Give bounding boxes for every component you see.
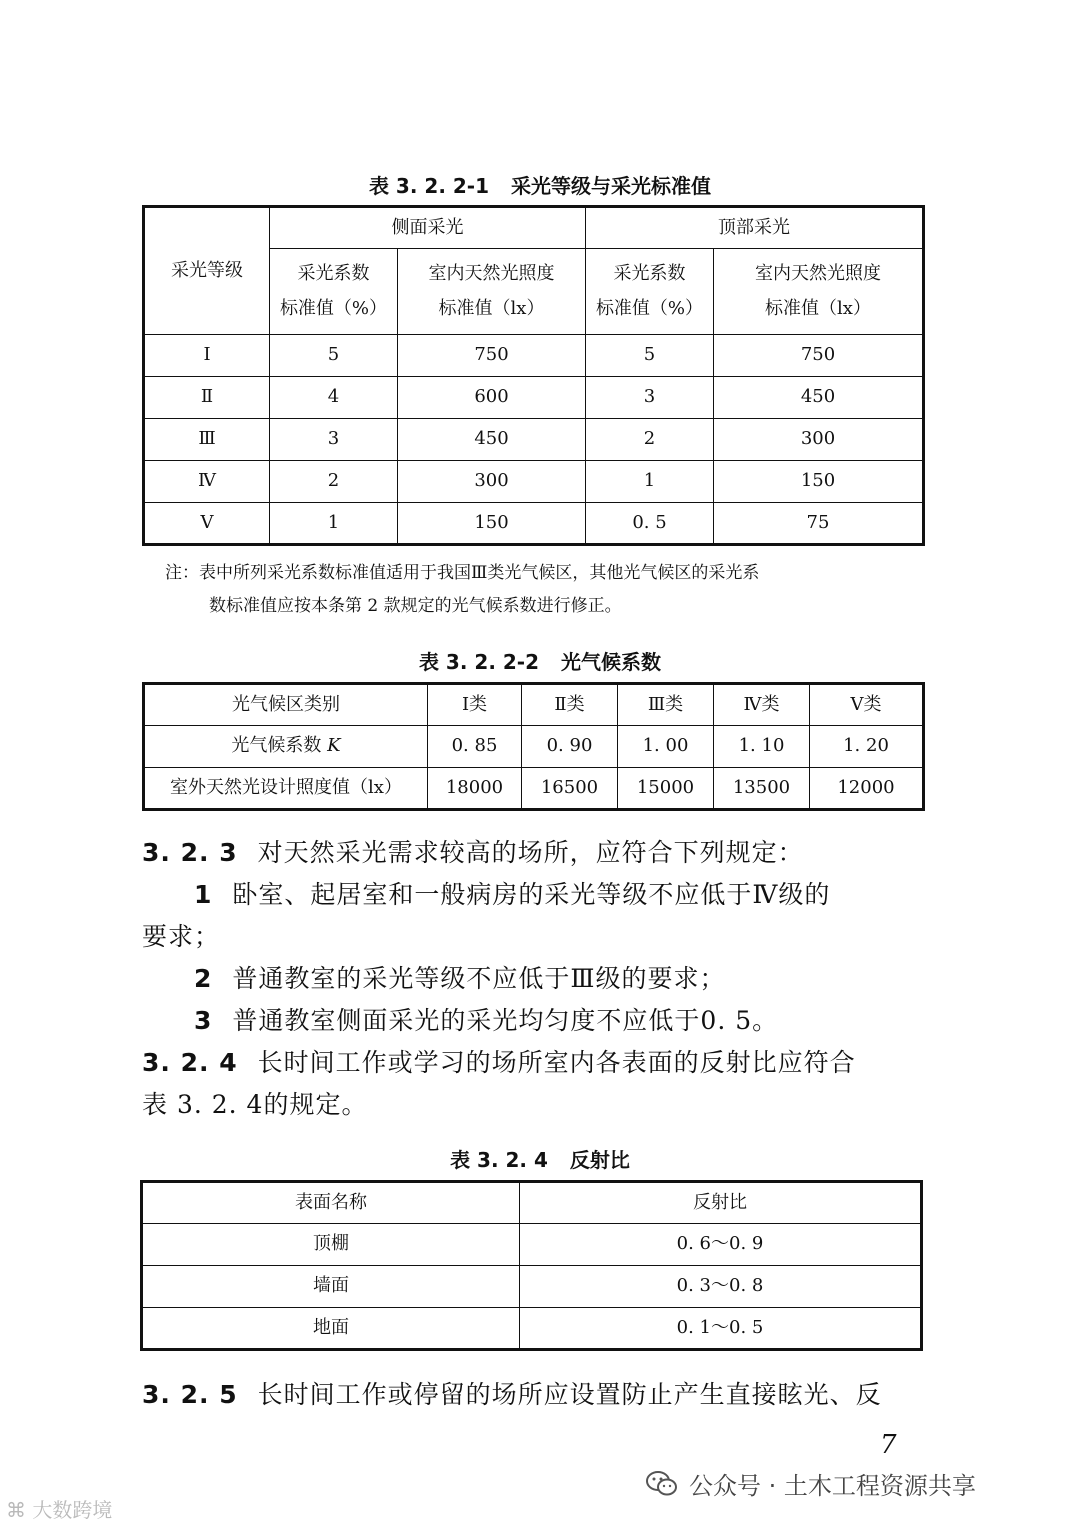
level-cell: Ⅰ [144,335,270,377]
clause-3-2-5 [142,1372,922,1418]
note-line-2: 数标准值应按本条第 2 款规定的光气候系数进行修正。 [209,596,622,616]
table1-note [165,557,925,623]
header-cell: 光气候区类别 [144,684,428,726]
table2-caption [0,646,1080,675]
row-label: 室外天然光设计照度值（lx） [144,768,428,810]
table-row [144,377,924,419]
level-cell: Ⅳ [144,461,270,503]
value-cell: 2 [270,461,398,503]
header-cell: Ⅲ类 [618,684,714,726]
header-side-lighting: 侧面采光 [270,207,586,249]
clause-3-2-3 [142,830,922,876]
value-cell: 5 [586,335,714,377]
header-level: 采光等级 [144,207,270,335]
value-cell: 2 [586,419,714,461]
value-cell: 18000 [428,768,522,810]
item-text: 要求； [142,922,221,951]
value-cell: 4 [270,377,398,419]
value-cell: 600 [398,377,586,419]
value-cell: 450 [398,419,586,461]
daylight-standard-table [142,205,925,546]
value-cell: 1. 10 [714,726,810,768]
wechat-icon [645,1467,679,1501]
item-number: 2 [194,964,213,993]
value-cell: 12000 [810,768,924,810]
watermark-left: ⌘ 大数跨境 [6,1498,113,1522]
table-header-row [142,1182,922,1224]
value-cell: 450 [714,377,924,419]
level-cell: Ⅱ [144,377,270,419]
clause-3-2-4-continued [142,1082,922,1128]
value-cell: 750 [398,335,586,377]
value-cell: 1 [586,461,714,503]
clause-text: 对天然采光需求较高的场所，应符合下列规定： [257,838,804,867]
note-line-1: 注：表中所列采光系数标准值适用于我国Ⅲ类光气候区，其他光气候区的采光系 [165,563,760,583]
header-top-illuminance: 室内天然光照度 标准值（lx） [714,249,924,335]
clause-text: 表 3. 2. 4的规定。 [142,1090,368,1119]
watermark-logo-icon: ⌘ [6,1498,33,1522]
value-cell: 0. 90 [522,726,618,768]
item-3 [142,998,922,1044]
clause-number: 3. 2. 3 [142,838,238,867]
header-cell: 反射比 [520,1182,922,1224]
value-cell: 1. 20 [810,726,924,768]
table-row [144,726,924,768]
value-cell: 750 [714,335,924,377]
table-header-row [144,684,924,726]
value-cell: 16500 [522,768,618,810]
value-cell: 75 [714,503,924,545]
clause-text: 长时间工作或学习的场所室内各表面的反射比应符合 [257,1048,856,1077]
value-cell: 0. 5 [586,503,714,545]
header-cell: Ⅱ类 [522,684,618,726]
watermark-text: 公众号 · 土木工程资源共享 [689,1472,976,1500]
table3-caption-title: 反射比 [569,1148,630,1172]
clause-text: 长时间工作或停留的场所应设置防止产生直接眩光、反 [257,1380,882,1409]
value-cell: 3 [586,377,714,419]
header-top-factor: 采光系数 标准值（%） [586,249,714,335]
header-top-lighting: 顶部采光 [586,207,924,249]
table-row [144,419,924,461]
table-row [142,1266,922,1308]
item-text: 普通教室的采光等级不应低于Ⅲ级的要求； [232,964,726,993]
header-cell: Ⅳ类 [714,684,810,726]
level-cell: Ⅴ [144,503,270,545]
clause-number: 3. 2. 5 [142,1380,238,1409]
value-cell: 300 [714,419,924,461]
value-cell: 150 [714,461,924,503]
value-cell: 300 [398,461,586,503]
row-label: 光气候系数 K [144,726,428,768]
level-cell: Ⅲ [144,419,270,461]
table1-caption [0,170,1080,199]
table-row [142,1224,922,1266]
table2-caption-title: 光气候系数 [561,650,662,674]
header-cell: Ⅴ类 [810,684,924,726]
table3-caption [0,1144,1080,1173]
header-cell: Ⅰ类 [428,684,522,726]
table-row [144,335,924,377]
reflectance-value: 0. 6～0. 9 [520,1224,922,1266]
value-cell: 13500 [714,768,810,810]
surface-name: 地面 [142,1308,520,1350]
table3-caption-number: 表 3. 2. 4 [450,1148,548,1172]
value-cell: 1 [270,503,398,545]
header-side-factor: 采光系数 标准值（%） [270,249,398,335]
table-row [144,461,924,503]
header-side-illuminance: 室内天然光照度 标准值（lx） [398,249,586,335]
reflectance-value: 0. 3～0. 8 [520,1266,922,1308]
page-number: 7 [880,1430,897,1460]
value-cell: 15000 [618,768,714,810]
value-cell: 5 [270,335,398,377]
value-cell: 3 [270,419,398,461]
value-cell: 150 [398,503,586,545]
table1-caption-title: 采光等级与采光标准值 [511,174,712,198]
reflectance-value: 0. 1～0. 5 [520,1308,922,1350]
clause-3-2-4 [142,1040,922,1086]
table-row [144,768,924,810]
item-text: 卧室、起居室和一般病房的采光等级不应低于Ⅳ级的 [232,880,831,909]
clause-number: 3. 2. 4 [142,1048,238,1077]
table-row [144,503,924,545]
climate-coefficient-table [142,682,925,811]
item-number: 3 [194,1006,213,1035]
table1-caption-number: 表 3. 2. 2-1 [368,174,490,198]
item-1 [142,872,922,918]
table-row [142,1308,922,1350]
item-number: 1 [194,880,213,909]
header-cell: 表面名称 [142,1182,520,1224]
table2-caption-number: 表 3. 2. 2-2 [418,650,540,674]
item-2 [142,956,922,1002]
watermark-right [645,1466,976,1501]
item-text: 普通教室侧面采光的采光均匀度不应低于0. 5。 [232,1006,779,1035]
item-1-continued [142,914,922,960]
reflectance-table [140,1180,923,1351]
value-cell: 0. 85 [428,726,522,768]
surface-name: 墙面 [142,1266,520,1308]
value-cell: 1. 00 [618,726,714,768]
surface-name: 顶棚 [142,1224,520,1266]
